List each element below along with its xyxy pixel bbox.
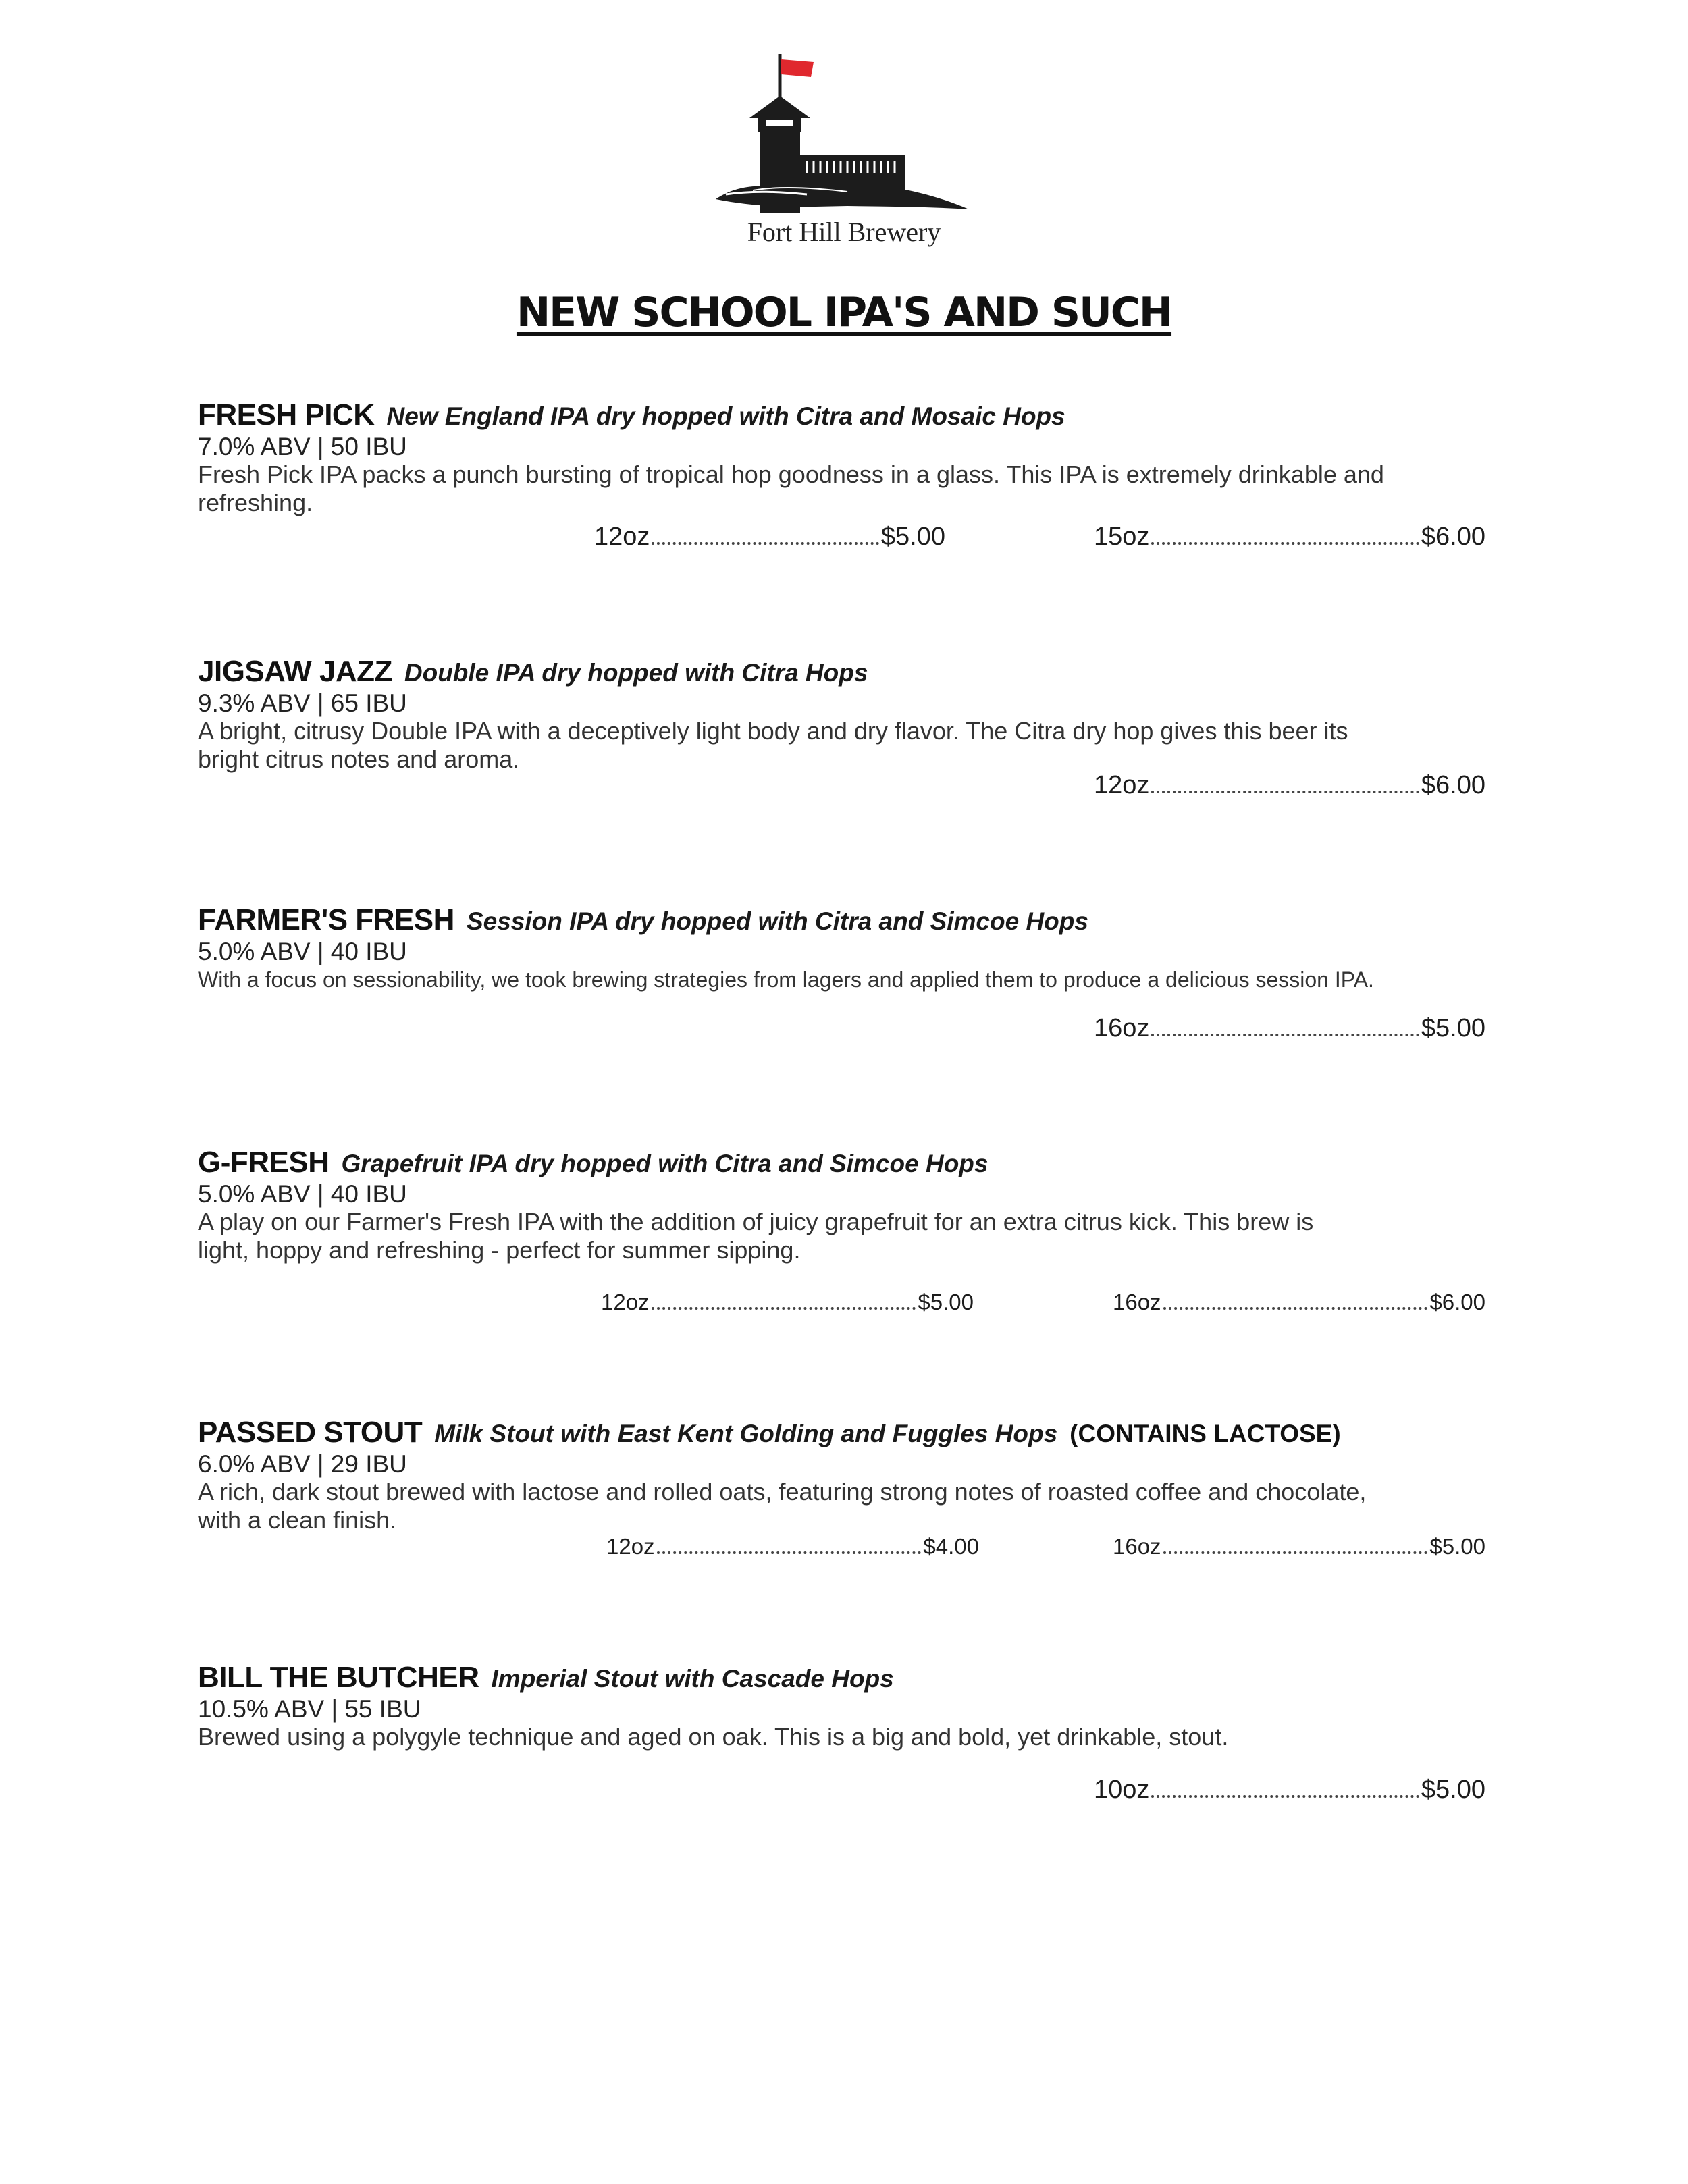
leader-dots — [652, 1307, 916, 1310]
leader-dots — [1163, 1307, 1428, 1310]
beer-description: Brewed using a polygyle technique and aged on oak. This is a big and bold, yet drinkable, stout. — [198, 1723, 1229, 1751]
price-value: $6.00 — [1429, 1289, 1485, 1314]
beer-style: Milk Stout with East Kent Golding and Fuggles Hops — [434, 1420, 1058, 1447]
beer-stats: 9.3% ABV | 65 IBU — [198, 689, 407, 717]
price-value: $5.00 — [880, 523, 945, 551]
price-row — [1094, 523, 1485, 552]
beer-style: Grapefruit IPA dry hopped with Citra and Simcoe Hops — [341, 1150, 988, 1177]
price-row — [1113, 1289, 1485, 1315]
beer-description: Fresh Pick IPA packs a punch bursting of tropical hop goodness in a glass. This IPA is extremely drinkable and refreshing. — [198, 460, 1384, 516]
beer-description: A bright, citrusy Double IPA with a deceptively light body and dry flavor. The Citra dry hop gives this beer its bright citrus notes and aroma. — [198, 717, 1348, 773]
price-row — [1094, 771, 1485, 800]
beer-description: With a focus on sessionability, we took brewing strategies from lagers and applied them to produce a delicious session IPA. — [198, 967, 1374, 992]
serving-size: 16oz — [1094, 1014, 1150, 1042]
serving-size: 12oz — [601, 1289, 650, 1314]
beer-heading — [198, 1416, 1341, 1449]
beer-description: A play on our Farmer's Fresh IPA with the addition of juicy grapefruit for an extra citrus kick. This brew is light, hoppy and refreshing - perfect for summer sipping. — [198, 1208, 1314, 1264]
beer-name: G-FRESH — [198, 1146, 329, 1179]
serving-size: 10oz — [1094, 1776, 1150, 1804]
price-row — [594, 523, 945, 552]
beer-name: BILL THE BUTCHER — [198, 1661, 479, 1694]
beer-name: JIGSAW JAZZ — [198, 655, 392, 688]
leader-dots — [1163, 1551, 1428, 1554]
leader-dots — [1151, 1034, 1419, 1036]
price-row — [606, 1534, 979, 1560]
price-value: $4.00 — [923, 1534, 979, 1559]
price-value: $5.00 — [918, 1289, 974, 1314]
beer-heading — [198, 903, 1088, 937]
leader-dots — [1151, 542, 1419, 545]
beer-heading — [198, 398, 1065, 432]
beer-stats: 6.0% ABV | 29 IBU — [198, 1450, 407, 1478]
price-value: $6.00 — [1421, 771, 1485, 799]
brand-name: Fort Hill Brewery — [747, 217, 941, 247]
beer-heading — [198, 655, 868, 689]
price-value: $5.00 — [1421, 1776, 1485, 1804]
serving-size: 12oz — [594, 523, 650, 551]
serving-size: 15oz — [1094, 523, 1150, 551]
serving-size: 12oz — [606, 1534, 655, 1559]
price-row — [1094, 1776, 1485, 1805]
leader-dots — [1151, 1795, 1419, 1798]
beer-description: A rich, dark stout brewed with lactose and rolled oats, featuring strong notes of roasted coffee and chocolate, with a clean finish. — [198, 1478, 1367, 1534]
beer-name: PASSED STOUT — [198, 1416, 423, 1449]
allergen-note: (CONTAINS LACTOSE) — [1070, 1420, 1341, 1447]
beer-stats: 5.0% ABV | 40 IBU — [198, 938, 407, 965]
hill-shape — [716, 183, 969, 209]
serving-size: 16oz — [1113, 1289, 1161, 1314]
leader-dots — [652, 542, 879, 545]
price-row — [601, 1289, 974, 1315]
price-row — [1113, 1534, 1485, 1560]
serving-size: 16oz — [1113, 1534, 1161, 1559]
beer-style: Imperial Stout with Cascade Hops — [491, 1665, 894, 1693]
tower-roof — [749, 96, 810, 118]
beer-stats: 5.0% ABV | 40 IBU — [198, 1180, 407, 1208]
price-value: $6.00 — [1421, 523, 1485, 551]
flag-icon — [781, 59, 814, 77]
menu-title: NEW SCHOOL IPA'S AND SUCH — [516, 289, 1172, 336]
leader-dots — [1151, 791, 1419, 793]
leader-dots — [657, 1551, 922, 1554]
beer-stats: 10.5% ABV | 55 IBU — [198, 1695, 421, 1723]
beer-heading — [198, 1146, 988, 1179]
beer-style: Double IPA dry hopped with Citra Hops — [404, 659, 868, 687]
beer-stats: 7.0% ABV | 50 IBU — [198, 433, 407, 460]
price-value: $5.00 — [1421, 1014, 1485, 1042]
beer-style: Session IPA dry hopped with Citra and Simcoe Hops — [466, 907, 1088, 935]
beer-name: FRESH PICK — [198, 398, 375, 431]
price-value: $5.00 — [1429, 1534, 1485, 1559]
price-row — [1094, 1014, 1485, 1043]
serving-size: 12oz — [1094, 771, 1150, 799]
beer-style: New England IPA dry hopped with Citra and Mosaic Hops — [386, 402, 1065, 430]
beer-name: FARMER'S FRESH — [198, 903, 454, 936]
beer-heading — [198, 1661, 894, 1695]
